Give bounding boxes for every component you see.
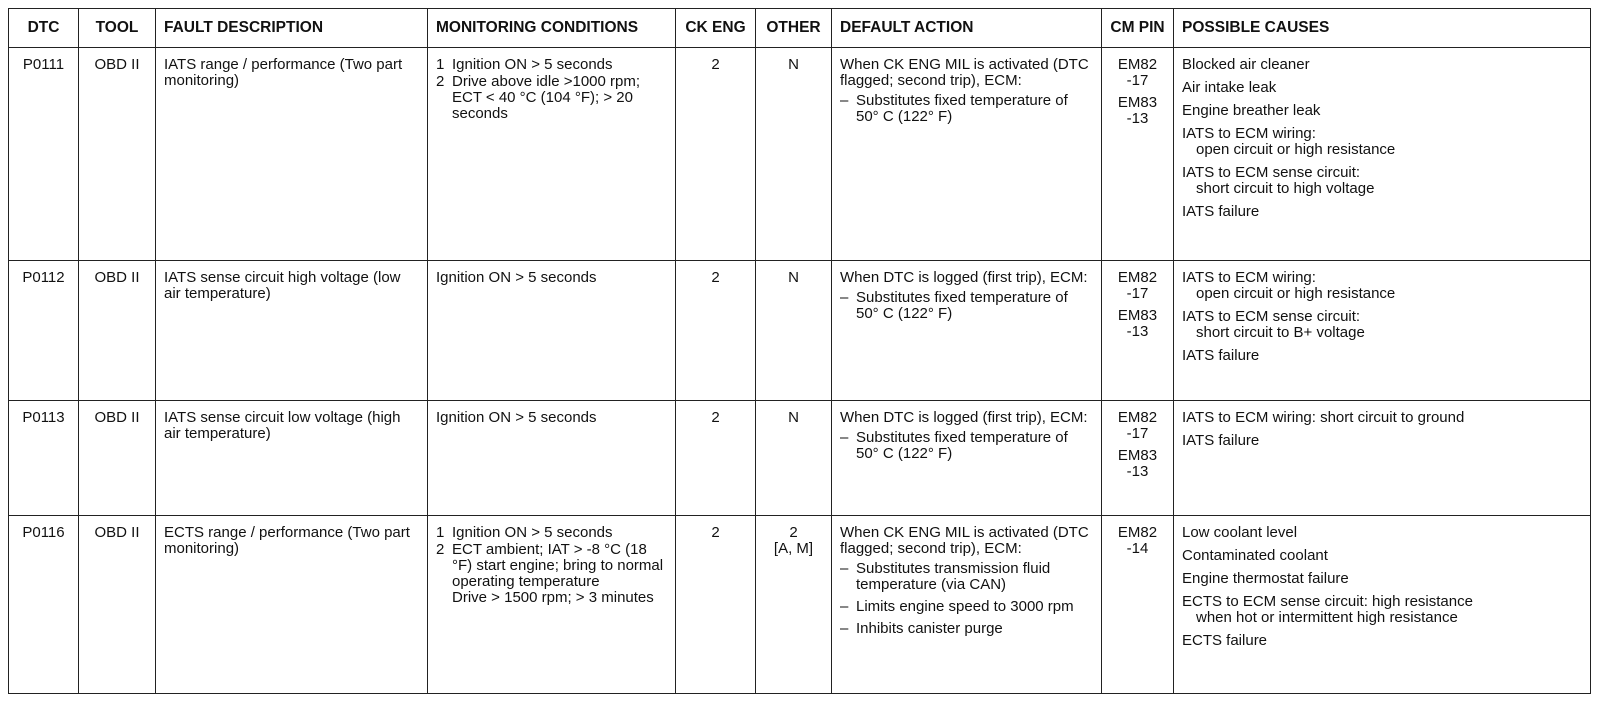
cause-text: Low coolant level: [1182, 524, 1298, 541]
cause-text: IATS to ECM wiring:: [1182, 269, 1316, 286]
possible-causes: [1174, 516, 1591, 694]
cause-text: Engine breather leak: [1182, 102, 1321, 119]
monitoring-text: Ignition ON > 5 seconds: [436, 269, 597, 286]
other-value: N: [788, 409, 799, 426]
dtc-code: P0111: [9, 48, 79, 261]
header-fault-description: FAULT DESCRIPTION: [156, 9, 428, 48]
cause-text: Contaminated coolant: [1182, 547, 1328, 564]
cm-pins: [1102, 261, 1174, 401]
default-action: [832, 48, 1102, 261]
cause-detail: when hot or intermittent high resistance: [1196, 609, 1458, 626]
monitoring-text: Ignition ON > 5 seconds: [452, 56, 613, 73]
dash-bullet: –: [840, 560, 849, 577]
header-row: [9, 9, 1591, 48]
connector-code: EM82: [1117, 269, 1158, 286]
dash-bullet: –: [840, 92, 849, 109]
cause-detail: short circuit to B+ voltage: [1196, 324, 1365, 341]
pin-number: -13: [1126, 110, 1149, 127]
fault-description: IATS range / performance (Two part monitoring): [156, 48, 428, 261]
default-action-list: [840, 561, 1093, 637]
cm-pin: [1110, 410, 1165, 442]
default-action-text: Substitutes fixed temperature of 50° C (122° F): [856, 289, 1068, 322]
tool: OBD II: [79, 516, 156, 694]
cause-item: [1182, 410, 1582, 426]
cause-text: Air intake leak: [1182, 79, 1277, 96]
table-row: [9, 401, 1591, 516]
cause-item: [1182, 57, 1582, 73]
default-action-list: [840, 430, 1093, 462]
dtc-code: P0112: [9, 261, 79, 401]
monitoring-list: [436, 410, 667, 426]
connector-code: EM83: [1117, 307, 1158, 324]
default-action-item: [840, 621, 1093, 637]
causes-list: [1182, 57, 1582, 220]
cause-item: [1182, 204, 1582, 220]
cm-pin: [1110, 95, 1165, 127]
default-action-item: [840, 599, 1093, 615]
monitoring-conditions: [428, 48, 676, 261]
causes-list: [1182, 270, 1582, 364]
ck-eng: 2: [676, 48, 756, 261]
cause-text: IATS to ECM sense circuit:: [1182, 164, 1361, 181]
pin-number: -17: [1126, 72, 1149, 89]
possible-causes: [1174, 261, 1591, 401]
cause-detail: short circuit to high voltage: [1196, 180, 1375, 197]
header-cm-pin: CM PIN: [1102, 9, 1174, 48]
step-number: 2: [436, 73, 445, 90]
cause-item: [1182, 103, 1582, 119]
cause-text: IATS failure: [1182, 432, 1260, 449]
dtc-code: P0116: [9, 516, 79, 694]
other: [756, 48, 832, 261]
cause-item: [1182, 270, 1582, 302]
other-value: N: [788, 269, 799, 286]
monitoring-item: [436, 57, 667, 73]
pin-number: -17: [1126, 425, 1149, 442]
cause-item: [1182, 633, 1582, 649]
cm-pins: [1102, 48, 1174, 261]
monitoring-text: ECT ambient; IAT > -8 °C (18 °F) start engine; bring to normal operating temperature Drive > 1500 rpm; > 3 minutes: [452, 541, 664, 606]
cause-item: [1182, 571, 1582, 587]
monitoring-item: [436, 74, 667, 122]
cause-detail: open circuit or high resistance: [1196, 141, 1396, 158]
monitoring-list: [436, 270, 667, 286]
connector-code: EM82: [1117, 524, 1158, 541]
cm-pin: [1110, 270, 1165, 302]
default-action-list: [840, 93, 1093, 125]
cm-pin: [1110, 57, 1165, 89]
cm-pin: [1110, 525, 1165, 557]
connector-code: EM82: [1117, 409, 1158, 426]
fault-description: IATS sense circuit low voltage (high air temperature): [156, 401, 428, 516]
other-value: 2: [789, 524, 798, 541]
default-action-item: [840, 93, 1093, 125]
step-number: 1: [436, 524, 445, 541]
default-action-list: [840, 290, 1093, 322]
default-action-intro: When CK ENG MIL is activated (DTC flagged; second trip), ECM:: [840, 524, 1089, 557]
header-dtc: DTC: [9, 9, 79, 48]
monitoring-item: [436, 270, 667, 286]
cause-item: [1182, 433, 1582, 449]
header-tool: TOOL: [79, 9, 156, 48]
monitoring-item: [436, 542, 667, 606]
cause-text: Engine thermostat failure: [1182, 570, 1349, 587]
cause-text: IATS failure: [1182, 203, 1260, 220]
header-default-action: DEFAULT ACTION: [832, 9, 1102, 48]
dash-bullet: –: [840, 289, 849, 306]
other-value: N: [788, 56, 799, 73]
cause-item: [1182, 348, 1582, 364]
monitoring-list: [436, 525, 667, 606]
connector-code: EM82: [1117, 56, 1158, 73]
pin-number: -13: [1126, 463, 1149, 480]
table-row: [9, 516, 1591, 694]
causes-list: [1182, 525, 1582, 649]
header-other: OTHER: [756, 9, 832, 48]
cm-pins: [1102, 401, 1174, 516]
default-action-text: Substitutes fixed temperature of 50° C (122° F): [856, 92, 1068, 125]
cause-text: IATS to ECM wiring: short circuit to ground: [1182, 409, 1465, 426]
table-body: [9, 48, 1591, 694]
cause-text: IATS to ECM sense circuit:: [1182, 308, 1361, 325]
dtc-code: P0113: [9, 401, 79, 516]
monitoring-list: [436, 57, 667, 122]
dash-bullet: –: [840, 598, 849, 615]
pin-number: -17: [1126, 285, 1149, 302]
default-action-text: Inhibits canister purge: [856, 620, 1003, 637]
default-action: [832, 516, 1102, 694]
cause-item: [1182, 525, 1582, 541]
default-action-text: Substitutes fixed temperature of 50° C (122° F): [856, 429, 1068, 462]
connector-code: EM83: [1117, 94, 1158, 111]
default-action: [832, 261, 1102, 401]
default-action-text: Substitutes transmission fluid temperature (via CAN): [856, 560, 1051, 593]
cm-pins: [1102, 516, 1174, 694]
ck-eng: 2: [676, 516, 756, 694]
dtc-table: [8, 8, 1591, 694]
other: [756, 516, 832, 694]
default-action-intro: When CK ENG MIL is activated (DTC flagged; second trip), ECM:: [840, 56, 1089, 89]
default-action-intro: When DTC is logged (first trip), ECM:: [840, 269, 1088, 286]
connector-code: EM83: [1117, 447, 1158, 464]
ck-eng: 2: [676, 401, 756, 516]
dash-bullet: –: [840, 429, 849, 446]
monitoring-item: [436, 410, 667, 426]
cause-item: [1182, 594, 1582, 626]
fault-description: IATS sense circuit high voltage (low air temperature): [156, 261, 428, 401]
cause-text: IATS to ECM wiring:: [1182, 125, 1316, 142]
monitoring-text: Ignition ON > 5 seconds: [452, 524, 613, 541]
possible-causes: [1174, 401, 1591, 516]
header-possible-causes: POSSIBLE CAUSES: [1174, 9, 1591, 48]
cause-item: [1182, 126, 1582, 158]
default-action-intro: When DTC is logged (first trip), ECM:: [840, 409, 1088, 426]
cause-item: [1182, 165, 1582, 197]
default-action-item: [840, 290, 1093, 322]
monitoring-conditions: [428, 401, 676, 516]
cause-text: IATS failure: [1182, 347, 1260, 364]
cm-pin: [1110, 448, 1165, 480]
fault-description: ECTS range / performance (Two part monitoring): [156, 516, 428, 694]
default-action-item: [840, 430, 1093, 462]
tool: OBD II: [79, 401, 156, 516]
tool: OBD II: [79, 261, 156, 401]
causes-list: [1182, 410, 1582, 449]
other: [756, 261, 832, 401]
other: [756, 401, 832, 516]
monitoring-conditions: [428, 516, 676, 694]
cause-detail: open circuit or high resistance: [1196, 285, 1396, 302]
default-action-text: Limits engine speed to 3000 rpm: [856, 598, 1074, 615]
monitoring-text: Ignition ON > 5 seconds: [436, 409, 597, 426]
cause-text: Blocked air cleaner: [1182, 56, 1310, 73]
table-row: [9, 48, 1591, 261]
dash-bullet: –: [840, 620, 849, 637]
tool: OBD II: [79, 48, 156, 261]
cm-pin: [1110, 308, 1165, 340]
header-ck-eng: CK ENG: [676, 9, 756, 48]
default-action-item: [840, 561, 1093, 593]
monitoring-conditions: [428, 261, 676, 401]
monitoring-text: Drive above idle >1000 rpm; ECT < 40 °C (104 °F); > 20 seconds: [452, 73, 641, 122]
default-action: [832, 401, 1102, 516]
cause-item: [1182, 80, 1582, 96]
cause-item: [1182, 548, 1582, 564]
pin-number: -14: [1126, 540, 1149, 557]
step-number: 2: [436, 541, 445, 558]
other-value: [A, M]: [773, 540, 814, 557]
table-row: [9, 261, 1591, 401]
header-monitoring-conditions: MONITORING CONDITIONS: [428, 9, 676, 48]
cause-item: [1182, 309, 1582, 341]
monitoring-item: [436, 525, 667, 541]
cause-text: ECTS to ECM sense circuit: high resistance: [1182, 593, 1473, 610]
pin-number: -13: [1126, 323, 1149, 340]
step-number: 1: [436, 56, 445, 73]
possible-causes: [1174, 48, 1591, 261]
ck-eng: 2: [676, 261, 756, 401]
cause-text: ECTS failure: [1182, 632, 1268, 649]
